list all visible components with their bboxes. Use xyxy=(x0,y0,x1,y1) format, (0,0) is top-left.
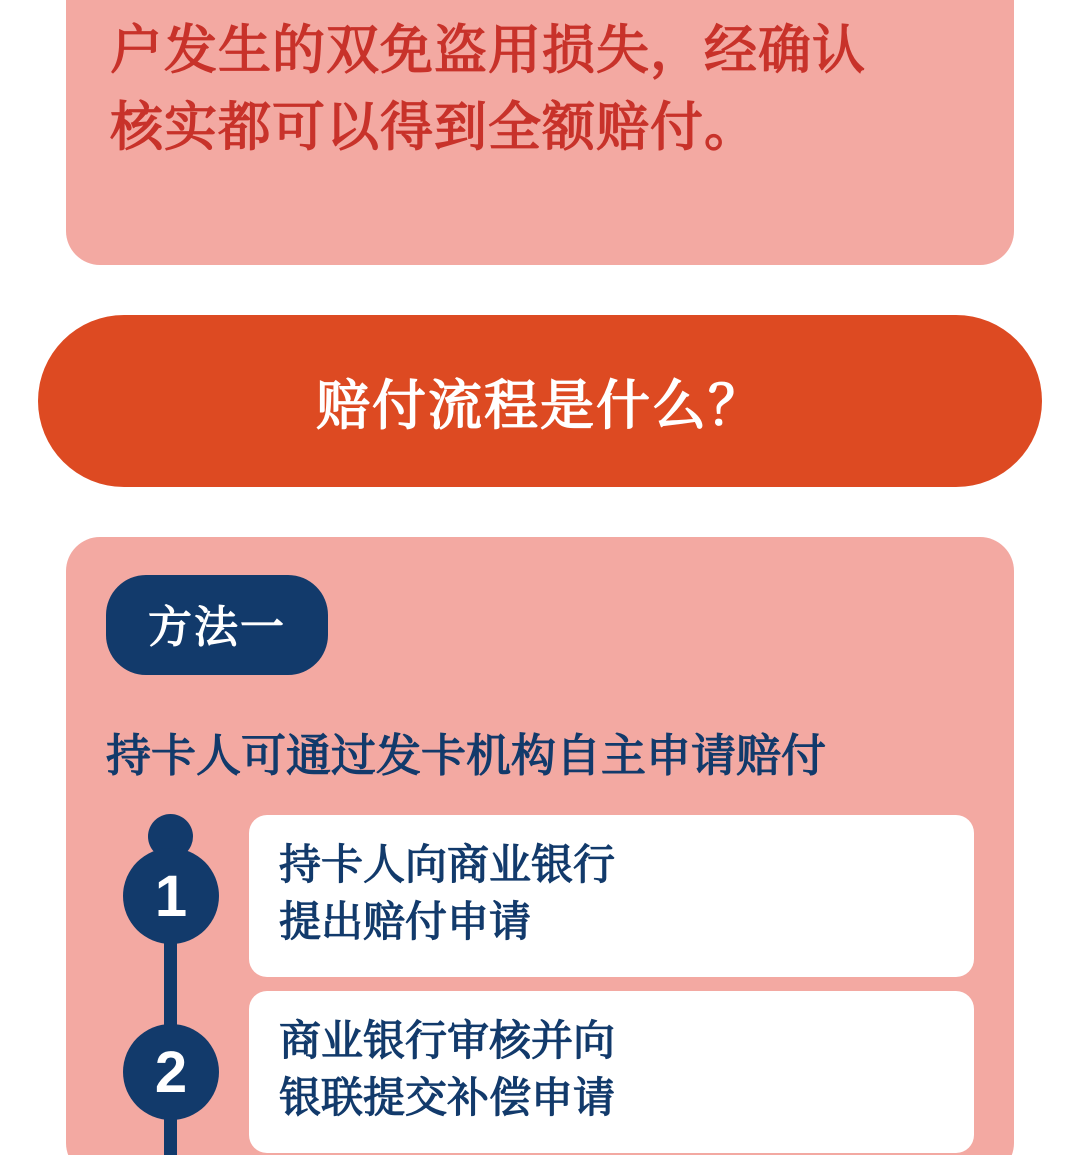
step-text-box xyxy=(249,815,974,976)
section-heading-label: 赔付流程是什么？ xyxy=(316,375,764,436)
method-badge xyxy=(106,575,328,675)
step-text-box xyxy=(249,991,974,1152)
method-badge-label: 方法一 xyxy=(148,603,286,652)
method-one-card xyxy=(66,537,1014,1155)
step-text-line: 持卡人向商业银行 xyxy=(279,841,616,889)
intro-paragraph-line-2: 核实都可以得到全额赔付。 xyxy=(110,98,758,158)
step-text-line: 银联提交补偿申请 xyxy=(279,1074,616,1121)
step-item xyxy=(106,820,974,972)
intro-paragraph-line-1: 户发生的双免盗用损失，经确认 xyxy=(110,21,866,81)
step-text-line: 商业银行审核并向 xyxy=(279,1017,616,1065)
step-number-badge: 2 xyxy=(123,1024,219,1120)
step-text-line: 提出赔付申请 xyxy=(279,898,532,945)
step-item xyxy=(106,996,974,1148)
method-description: 持卡人可通过发卡机构自主申请赔付 xyxy=(106,730,827,781)
step-number-badge: 1 xyxy=(123,848,219,944)
section-heading-banner xyxy=(38,315,1042,487)
steps-timeline xyxy=(106,820,974,1148)
intro-paragraph-card xyxy=(66,0,1014,265)
